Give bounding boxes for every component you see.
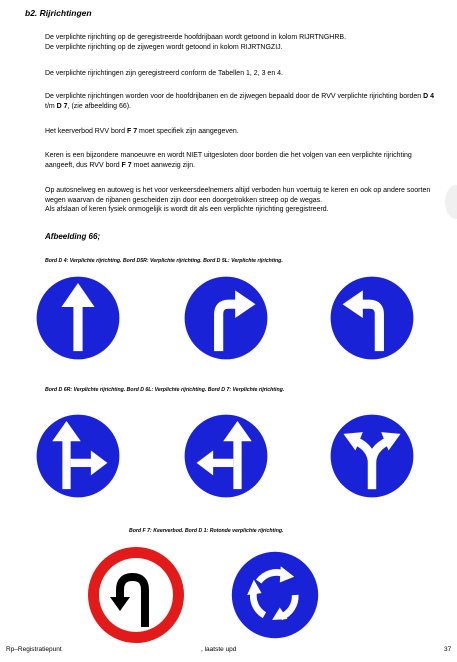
sign-f7	[86, 545, 186, 645]
section-heading: b2. Rijrichtingen	[25, 8, 92, 18]
paragraph-6-line-1: Op autosnelweg en autoweg is het voor verkeersdeelnemers altijd verboden hun voertuig te keren en ook op andere soorten wegen waarvan de rijbanen gescheiden zijn door een doorgetrokken streep op de wegas.	[45, 187, 431, 204]
paragraph-4	[45, 127, 440, 137]
sign-d4	[32, 272, 124, 364]
footer-middle: , laatste upd	[201, 646, 237, 653]
paragraph-6	[45, 186, 440, 215]
sign-d6r	[32, 410, 124, 502]
figure-caption-row-2: Bord D 6R: Verplichte rijrichting. Bord D 6L: Verplichte rijrichting. Bord D 7: Verplichte rijrichting.	[45, 387, 285, 393]
footer-page-number: 37	[444, 646, 452, 653]
paragraph-5-sign-f7: F 7	[121, 161, 132, 169]
sign-d7	[326, 410, 418, 502]
paragraph-2: De verplichte rijrichtingen zijn geregistreerd conform de Tabellen 1, 2, 3 en 4.	[45, 70, 283, 77]
figure-caption-row-3: Bord F 7: Keerverbod. Bord D 1: Rotonde verplichte rijrichting.	[129, 528, 284, 534]
paragraph-3-sign-d4: D 4	[423, 93, 435, 100]
sign-d5r	[180, 272, 272, 364]
paragraph-1-line-1: De verplichte rijrichting op de geregistreerde hoofdrijbaan wordt getoond in kolom RIJRTNGHRB.	[45, 34, 347, 41]
paragraph-3-sign-d7: D 7	[56, 102, 68, 110]
footer-left: Rp–Registratiepunt	[6, 646, 62, 653]
sign-d5l	[326, 272, 418, 364]
paragraph-3-text-mid: t/m	[45, 102, 57, 110]
paragraph-1	[45, 33, 440, 52]
sign-d1	[227, 547, 323, 643]
figure-title: Afbeelding 66;	[45, 232, 101, 241]
paragraph-4-sign-f7: F 7	[126, 128, 138, 135]
figure-caption-row-1: Bord D 4: Verplichte rijrichting. Bord D5R: Verplichte rijrichting. Bord D 5L: Verplichte rijrichting.	[45, 258, 283, 264]
paragraph-5-text-c: moet aanwezig zijn.	[131, 161, 196, 169]
paragraph-1-line-2: De verplichte rijrichting op de zijwegen wordt getoond in kolom RIJRTNGZIJ.	[45, 43, 283, 51]
paragraph-5	[45, 151, 440, 170]
paragraph-3-text-a: De verplichte rijrichtingen worden voor de hoofdrijbanen en de zijwegen bepaald door de RVV verplichte rijrichting borden	[45, 93, 424, 100]
paragraph-6-line-2: Als afslaan of keren fysiek onmogelijk is wordt dit als een verplichte rijrichting geregistreerd.	[45, 206, 329, 213]
paragraph-5-text-a: Keren is een bijzondere manoeuvre en wordt NIET uitgesloten door borden die het volgen van een verplichte rijrichting aangeeft, dus RVV bord	[45, 152, 412, 169]
paragraph-3-text-c: , (zie afbeelding 66).	[67, 102, 132, 110]
sign-d6l	[180, 410, 272, 502]
paragraph-4-text-a: Het keerverbod RVV bord	[45, 128, 127, 135]
page-edge-shadow	[445, 185, 457, 219]
paragraph-4-text-c: moet specifiek zijn aangegeven.	[137, 128, 239, 135]
paragraph-3	[45, 92, 440, 111]
